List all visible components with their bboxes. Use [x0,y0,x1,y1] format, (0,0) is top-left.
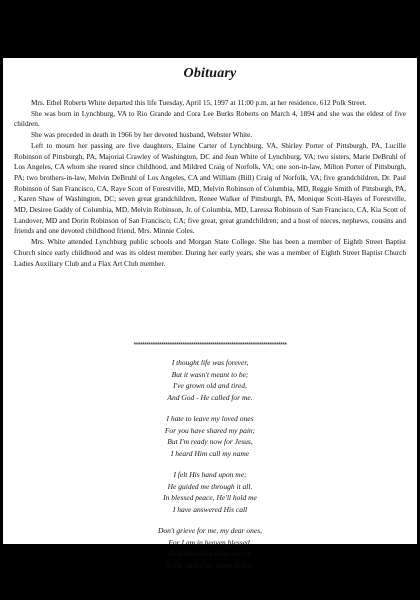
paragraph-survivors: Left to mourn her passing are five daughters, Elaine Carter of Lynchburg, VA, Shirley Porter of Pittsburgh, PA, Lucille Robinson of Pittsburgh, PA, Majorial Crawley of Washington, DC and Jean White of Lynchburg, VA; two sisters, Marie DeBruhl of Los Angeles, CA whom she reared since childhood, and Mildred Craig of Norfolk, VA; one son-in-law, Milton Porter of Pittsburgh, PA; two brothers-in-law, Melvin DeBruhl of Los Angeles, CA and William (Bill) Craig of Norfolk, VA; five grandchildren, Dr. Paul Robinson of San Francisco, CA, Raye Scott of Forestville, MD, Melvin Robinson of Columbia, MD, Reggie Smith of Pittsburgh, PA, , Karen Shaw of Washington, DC; seven great grandchildren, Renee Walker of Pittsburgh, PA, Monique Scott-Hayes of Forestville, MD, Desiree Gaddy of Columbia, MD, Melvin Robinson, Jr. of Columbia, MD, Laressa Robinson of San Francisco, CA, Kia Scott of Landover, MD and Dorin Robinson of San Francisco, CA; five great, great grandchildren; and a host of nieces, nephews, cousins and friends and one devoted childhood friend, Mrs. Minnie Coles. [14,140,406,236]
poem-line: So He called me home to rest. [165,560,255,570]
poem-stanza [3,469,417,515]
poem-line: For you have shared my pain; [164,425,256,435]
poem-line: For I am in heaven blessed. [168,537,252,547]
document-title: Obituary [183,66,237,81]
poem-stanza [3,357,417,403]
poem-line: I heard Him call my name [170,448,250,458]
poem-stanza [3,525,417,571]
poem-line: I hate to leave my loved ones [166,414,254,423]
poem-line: I have answered His call [172,504,248,514]
poem-line: But it wasn't meant to be; [171,369,249,379]
paragraph-passing: Mrs. Ethel Roberts White departed this life Tuesday, April 15, 1997 at 11:00 p.m. at her residence, 612 Polk Street. [31,98,367,107]
poem-line: I've grown old and tired, [173,381,247,390]
poem-line: I thought life was forever, [171,358,249,367]
poem-line: But I'm ready now for Jesus, [167,437,253,446]
document-page [3,58,417,570]
poem-line: God knew that I was weary [169,549,251,558]
obituary-body [14,98,406,269]
paragraph-birth: She was born in Lynchburg, VA to Rio Grande and Cora Lee Burks Roberts on March 4, 1894 and she was the eldest of five children. [14,108,406,129]
poem [3,357,417,581]
poem-line: In blessed peace, He'll hold me [163,493,257,502]
poem-line: I felt His hand upon me; [173,470,247,479]
paragraph-preceded: She was preceded in death in 1966 by her devoted husband, Webster White. [31,130,253,140]
poem-line: He guided me through it all. [167,481,253,491]
poem-line: Don't grieve for me, my dear ones, [157,526,263,535]
paragraph-education-church: Mrs. White attended Lynchburg public schools and Morgan State College. She has been a member of Eighth Street Baptist Church since early childhood and was its oldest member. During her early years, she was a member of Eighth Street Baptist Church Ladies Auxiliary Club and a Flax Art Club member. [14,237,406,268]
poem-line: And God - He called for me. [167,392,253,402]
poem-stanza [3,413,417,459]
asterisk-separator: ************************************************************************ [133,342,287,349]
